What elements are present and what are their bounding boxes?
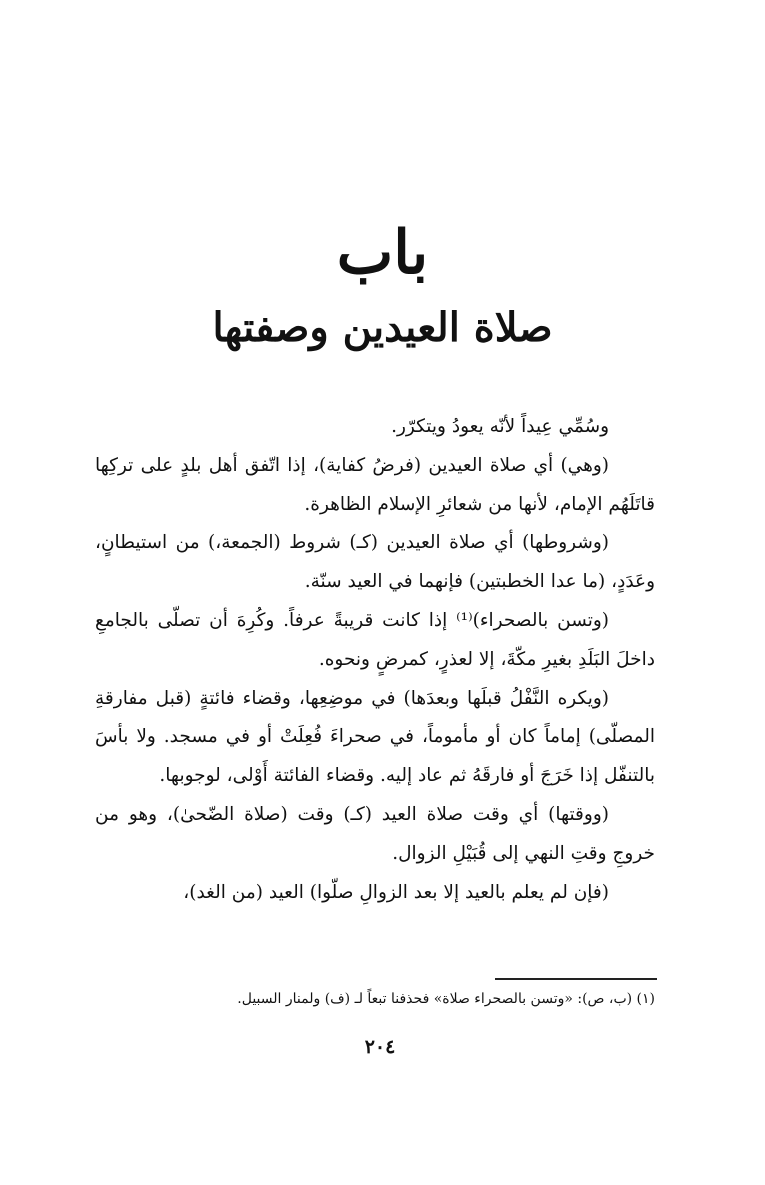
footnote-divider bbox=[495, 978, 657, 980]
paragraph-disliked-prayer: (ويكره النَّفْلُ قبلَها وبعدَها) في موضِعِها، وقضاء فائتةٍ (قبل مفارقةِ المصلّى) إماماً كان أو مأموماً، في صحراءَ فُعِلَتْ أو في مسجد. ولا بأسَ بالتنفّل إذا خَرَجَ أو فارقَهُ ثم عاد إليه. وقضاء الفائتة أَوْلى، لوجوبها. bbox=[95, 687, 655, 787]
paragraph-late-knowledge: (فإن لم يعلم بالعيد إلا بعد الزوالِ صلّوا) العيد (من الغد)، bbox=[183, 881, 609, 903]
chapter-word: باب bbox=[336, 218, 429, 288]
paragraph-ruling: (وهي) أي صلاة العيدين (فرضُ كفاية)، إذا اتّفق أهل بلدٍ على تركِها قاتَلَهُم الإمام، لأنها من شعائرِ الإسلام الظاهرة. bbox=[95, 454, 655, 515]
paragraph-conditions: (وشروطها) أي صلاة العيدين (كـ) شروط (الجمعة،) من استيطانٍ، وعَدَدٍ، (ما عدا الخطبتين) فإنهما في العيد سنّة. bbox=[95, 532, 655, 593]
paragraph-time: (ووقتها) أي وقت صلاة العيد (كـ) وقت (صلاة الضّحىٰ)، وهو من خروجِ وقتِ النهي إلى قُبَيْلِ الزوال. bbox=[95, 803, 655, 864]
body-text bbox=[95, 408, 655, 912]
footnote: (١) (ب، ص): «وتسن بالصحراء صلاة» فحذفنا تبعاً لـ (ف) ولمنار السبيل. bbox=[237, 991, 655, 1007]
paragraph-location: (وتسن بالصحراء)⁽¹⁾ إذا كانت قريبةً عرفاً. وكُرِهَ أن تصلّى بالجامعِ داخلَ البَلَدِ بغيرِ مكّةَ، إلا لعذرٍ، كمرضٍ ونحوه. bbox=[95, 609, 655, 670]
paragraph-naming: وسُمِّي عِيداً لأنّه يعودُ ويتكرّر. bbox=[391, 416, 609, 437]
page-number: ٢٠٤ bbox=[364, 1036, 396, 1058]
chapter-title: صلاة العيدين وصفتها bbox=[212, 304, 553, 351]
chapter-heading bbox=[120, 218, 645, 358]
